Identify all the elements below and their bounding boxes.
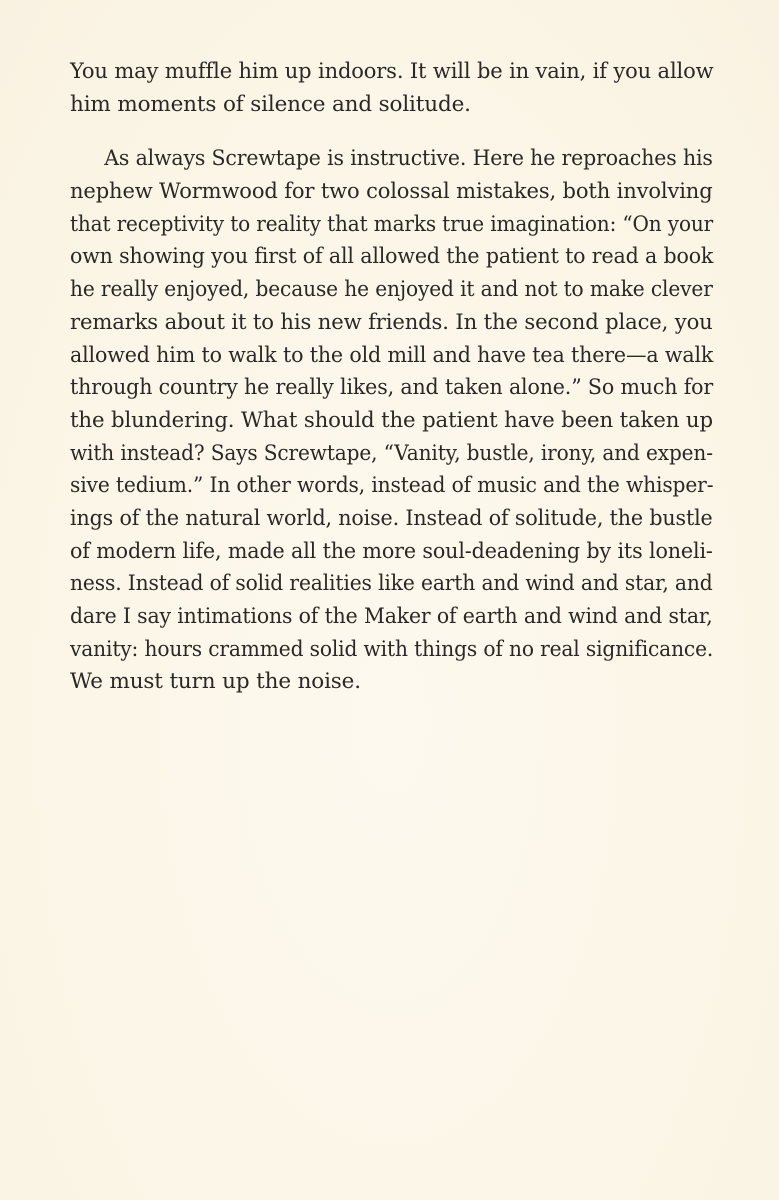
- text-line: As always Screwtape is instructive. Here he reproaches his: [104, 146, 713, 172]
- text-line: nephew Wormwood for two colossal mistakes, both involving: [70, 179, 713, 205]
- text-line: ings of the natural world, noise. Instead of solitude, the bustle: [70, 505, 713, 531]
- text-line: allowed him to walk to the old mill and have tea there—a walk: [70, 342, 714, 368]
- text-line: that receptivity to reality that marks true imagination: “On your: [70, 211, 714, 237]
- text-line: sive tedium.” In other words, instead of music and the whisper-: [70, 473, 714, 499]
- body-text: [70, 56, 713, 699]
- text-line: of modern life, made all the more soul-deadening by its loneli-: [70, 538, 713, 564]
- text-line: with instead? Says Screwtape, “Vanity, bustle, irony, and expen-: [70, 440, 713, 466]
- text-line: You may muffle him up indoors. It will be in vain, if you allow: [70, 59, 714, 84]
- text-line: through country he really likes, and taken alone.” So much for: [70, 375, 714, 401]
- text-line: remarks about it to his new friends. In the second place, you: [70, 309, 713, 335]
- text-line: ness. Instead of solid realities like earth and wind and star, and: [70, 571, 713, 597]
- text-line: dare I say intimations of the Maker of earth and wind and star,: [70, 604, 713, 629]
- text-line: vanity: hours crammed solid with things of no real significance.: [70, 636, 714, 662]
- text-line: the blundering. What should the patient have been taken up: [70, 407, 713, 433]
- paragraph-gap: [70, 121, 713, 143]
- paragraph-quote-end: [70, 56, 713, 121]
- paragraph-commentary: [70, 143, 713, 699]
- text-line: own showing you first of all allowed the patient to read a book: [70, 244, 714, 270]
- text-line: he really enjoyed, because he enjoyed it and not to make clever: [70, 277, 713, 303]
- text-line: We must turn up the noise.: [70, 669, 361, 695]
- text-line: him moments of silence and solitude.: [70, 91, 471, 117]
